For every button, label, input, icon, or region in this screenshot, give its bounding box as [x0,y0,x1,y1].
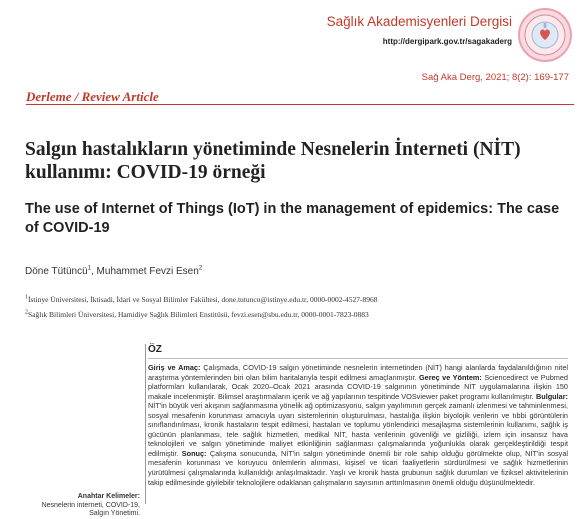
title-turkish: Salgın hastalıkların yönetiminde Nesnelerin İnterneti (NİT) kullanımı: COVID-19 örneği [25,139,521,183]
citation: Sağ Aka Derg, 2021; 8(2): 169-177 [421,72,569,83]
journal-url[interactable]: http://dergipark.gov.tr/sagakaderg [382,37,512,46]
header-divider [26,104,574,105]
abstract-label-methods: Gereç ve Yöntem: [418,372,482,382]
abstract-label-results: Bulgular: [535,391,568,401]
affiliation-2-sup: 2 [25,309,28,316]
affiliation-1-sup: 1 [25,294,28,301]
affiliation-2 [25,310,369,319]
abstract-text-methods: Sciencedirect ve Pubmed platformları kullanılarak, Ocak 2020–Ocak 2021 arasında COVID-19 salgınının yönetiminde NİT uygulamalarına ilişkin 150 makale incelenmiştir. Bilimsel araştırmaların içerik ve ağ yapılarının tespitinde VOSviewer paket programı kullanılmıştır. [148,372,568,401]
authors [25,266,202,277]
affiliation-2-text: Sağlık Bilimleri Üniversitesi, Hamidiye Sağlık Bilimleri Enstitüsü, fevzi.esen@sbu.edu.tr, 0000-0001-7823-0883 [28,310,369,319]
abstract-label-intro: Giriş ve Amaç: [148,363,201,372]
abstract-text-intro: Çalışmada, COVID-19 salgın yönetiminde nesnelerin internetinden (NİT) hangi alanlarda faydalanıldığının nitel araştırma yöntemlerinden biri olan bilim haritalarıyla tespit edilmesi amaçlanmıştır. [148,363,568,382]
author-1: Döne Tütüncü [25,266,88,277]
author-separator: , [90,266,97,277]
journal-seal-icon [517,7,573,63]
abstract-body [148,363,568,487]
keywords-label: Anahtar Kelimeler: [77,493,140,500]
affiliation-1-text: İstinye Üniversitesi, İktisadi, İdari ve Sosyal Bilimler Fakültesi, done.tutuncu@istinye.edu.tr, 0000-0002-4527-8968 [28,295,378,304]
abstract-text-results: NİT'in büyük veri akışının sağlanmasına yönelik ağ optimizasyonu, salgın yayılımının gerçek zamanlı izlenmesi ve tahminlenmesi, sosyal mesafenin korunması amacıyla uyarı sistemlerinin oluşturulması, hastalığa ilişkin biyolojik verilerin ve tıbbi görüntülerin sınıflandırılması, kronik hastaların tespit edilmesi, hastaları ve toplumu yönlendirici mesajlaşma sistemlerinin kullanımı, sağlık iş gücünün planlanması, tele sağlık hizmetleri, medikal NİT, hasta verilerinin güvenliği ve gizliliği, izlem için insansız hava teknolojileri ve salgın yönetiminde maliyet etkinliğinin sağlanması çalışmalarında yoğunlukla olarak gerçekleştirildiği tespit edilmiştir. [148,401,568,458]
author-1-sup: 1 [87,265,91,272]
author-2: Muhammet Fevzi Esen [96,266,199,277]
title-english: The use of Internet of Things (IoT) in the management of epidemics: The case of COVID-19 [25,201,560,236]
article-type: Derleme / Review Article [26,89,159,104]
abstract-label-conclusion: Sonuç: [181,448,207,458]
abstract-divider [148,358,568,359]
journal-name: Sağlık Akademisyenleri Dergisi [326,14,512,29]
abstract-text-conclusion: Çalışma sonucunda, NİT'in salgın yönetiminde önemli bir role sahip olduğu görülmekte olup, NİT'in sosyal mesafenin korunması ve koruyucu önlemlerin alınması, kişisel ve ticari faaliyetlerin sürdürülmesi ve sağlık hizmetlerinin yürütülmesi çalışmalarında kullanıldığı anlaşılmaktadır. Yaşlı ve kronik hasta grubunun sağlık durumları ve fiziksel aktivitelerinin takip edilmesinde giyilebilir teknolojilere odaklanan çalışmaların sayısının arttırılmasının önemli olduğu düşünülmektedir. [148,448,569,487]
abstract-left-rule [145,344,146,504]
keywords-text: Nesnelerin interneti, COVID-19, Salgın Yönetimi. [41,501,140,517]
abstract-heading: ÖZ [148,344,162,355]
affiliation-1 [25,295,377,304]
keywords [20,493,140,519]
author-2-sup: 2 [198,265,203,272]
